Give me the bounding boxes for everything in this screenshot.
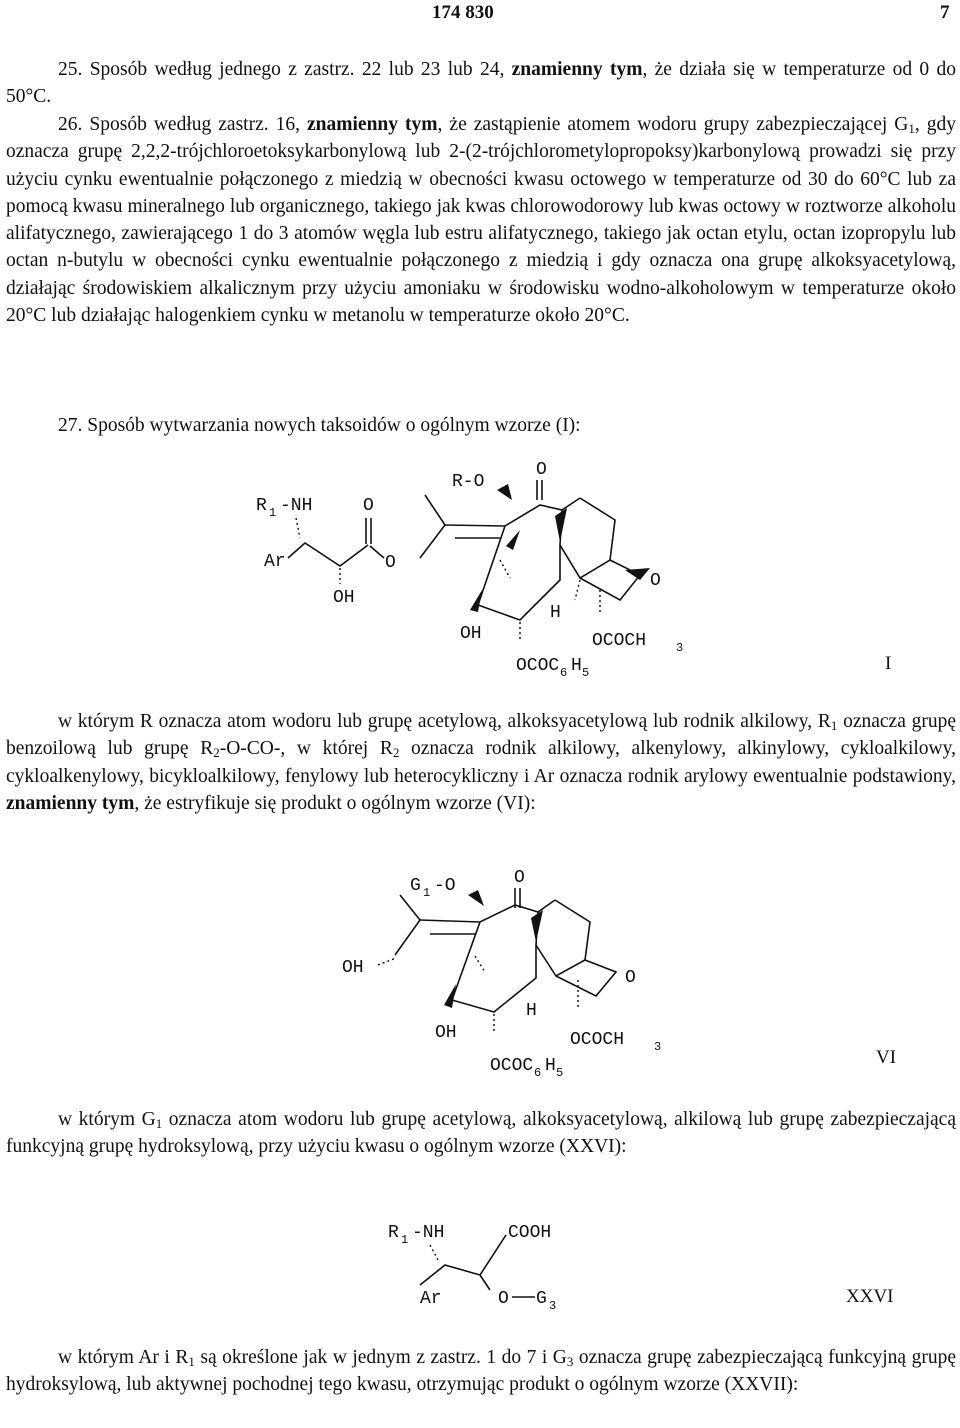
formula-VI [0, 860, 960, 1090]
text-after-formula-XXVI: w którym Ar i $R_1$ są określone jak w jednym z zastrz. 1 do 7 i $G_3$ oznacza grupę zabezpieczającą funkcyjną grupę hydroksylową, lub aktywnej pochodnej tego kwasu, otrzymując produkt o ogólnym wzorze (XXVII): [6, 1347, 956, 1396]
page-number: 7 [940, 2, 950, 23]
claim-26: 26. Sposób według zastrz. 16, znamienny tym, że zastąpienie atomem wodoru grupy zabezpieczającej $G_1$, gdy oznacza grupę 2,2,2-trójchloroetoksykarbonylową lub 2-(2-trójchlorometylopropoksy)karbonylową prowadzi się przy użyciu cynku ewentualnie połączonego z miedzią w obecności kwasu octowego w temperaturze od 30 do 60°C lub za pomocą kwasu mineralnego lub organicznego, takiego jak kwas chlorowodorowy lub kwas octowy w roztworze alkoholu alifatycznego, zawierającego 1 do 3 atomów węgla lub estru alifatycznego, takiego jak octan etylu, octan izopropylu lub octan n-butylu w obecności cynku ewentualnie połączonego z miedzią i gdy oznacza ona grupę alkoksyacetylową, działając środowiskiem alkalicznym przy użyciu amoniaku w środowisku wodno-alkoholowym w temperaturze około 20°C lub działając halogenkiem cynku w metanolu w temperaturze około 20°C. [6, 114, 956, 327]
claim-27: 27. Sposób wytwarzania nowych taksoidów o ogólnym wzorze (I): [58, 415, 581, 436]
top-o: O [536, 460, 547, 480]
claim-25: 25. Sposób według jednego z zastrz. 22 lub 23 lub 24, znamienny tym, że działa się w temperaturze od 0 do 50°C. [6, 59, 956, 108]
svg-text:6: 6 [560, 666, 568, 680]
svg-text:6: 6 [534, 1066, 542, 1080]
oxetane-o: O [625, 968, 636, 988]
r-o-label: R-O [452, 472, 485, 492]
svg-text:1: 1 [269, 506, 277, 520]
svg-text:3: 3 [676, 641, 684, 655]
formula-I [0, 450, 960, 690]
formula-XXVI [0, 1205, 960, 1315]
ar-label: Ar [420, 1289, 442, 1309]
g1-label: G [410, 876, 421, 896]
ococh3: OCOCH [570, 1030, 625, 1050]
patent-number: 174 830 [432, 2, 494, 23]
svg-text:3: 3 [654, 1040, 662, 1054]
oh-side: OH [333, 588, 355, 608]
text-after-formula-VI: w którym $G_1$ oznacza atom wodoru lub grupę acetylową, alkoksyacetylową, alkilową lub grupę zabezpieczającą funkcyjną grupę hydroksylową, przy użyciu kwasu o ogólnym wzorze (XXVI): [6, 1109, 956, 1158]
svg-text:1: 1 [401, 1233, 409, 1247]
r1-label: R [388, 1223, 399, 1243]
h-label: H [526, 1001, 537, 1021]
svg-text:1: 1 [423, 886, 431, 900]
svg-text:3: 3 [549, 1299, 557, 1313]
ococ6h5: OCOC [490, 1056, 534, 1076]
h-label: H [550, 603, 561, 623]
r1-label: R [256, 496, 267, 516]
o-label: O [498, 1289, 509, 1309]
ester-o: O [385, 553, 396, 573]
svg-text:5: 5 [556, 1066, 564, 1080]
text-after-formula-I: w którym R oznacza atom wodoru lub grupę acetylową, alkoksyacetylową lub rodnik alkilowy, $R_1$ oznacza grupę benzoilową lub grupę $R_2-O-CO-$, w której $R_2$ oznacza rodnik alkilowy, alkenylowy, alkinylowy, cykloalkilowy, cykloalkenylowy, bicykloalkilowy, fenylowy lub heterocykliczny i Ar oznacza rodnik arylowy ewentualnie podstawiony, znamienny tym, że estryfikuje się produkt o ogólnym wzorze (VI): [6, 711, 956, 814]
oh-bottom: OH [435, 1023, 457, 1043]
svg-text:-O: -O [434, 876, 456, 896]
oh-left: OH [342, 958, 364, 978]
svg-text:-NH: -NH [412, 1223, 445, 1243]
ococ6h5: OCOC [516, 656, 560, 676]
oxetane-o: O [650, 571, 661, 591]
cooh-label: COOH [508, 1223, 552, 1243]
svg-text:H: H [571, 656, 582, 676]
carbonyl-o: O [363, 496, 374, 516]
formula-label-XXVI: XXVI [846, 1286, 894, 1307]
oh-bottom: OH [460, 624, 482, 644]
formula-label-VI: VI [876, 1047, 897, 1068]
formula-label-I: I [885, 653, 892, 674]
ococh3: OCOCH [592, 631, 647, 651]
g3-label: G [536, 1289, 547, 1309]
top-o: O [514, 868, 525, 888]
svg-text:-NH: -NH [280, 496, 313, 516]
svg-text:5: 5 [582, 666, 590, 680]
ar-label: Ar [264, 552, 286, 572]
svg-text:H: H [545, 1056, 556, 1076]
